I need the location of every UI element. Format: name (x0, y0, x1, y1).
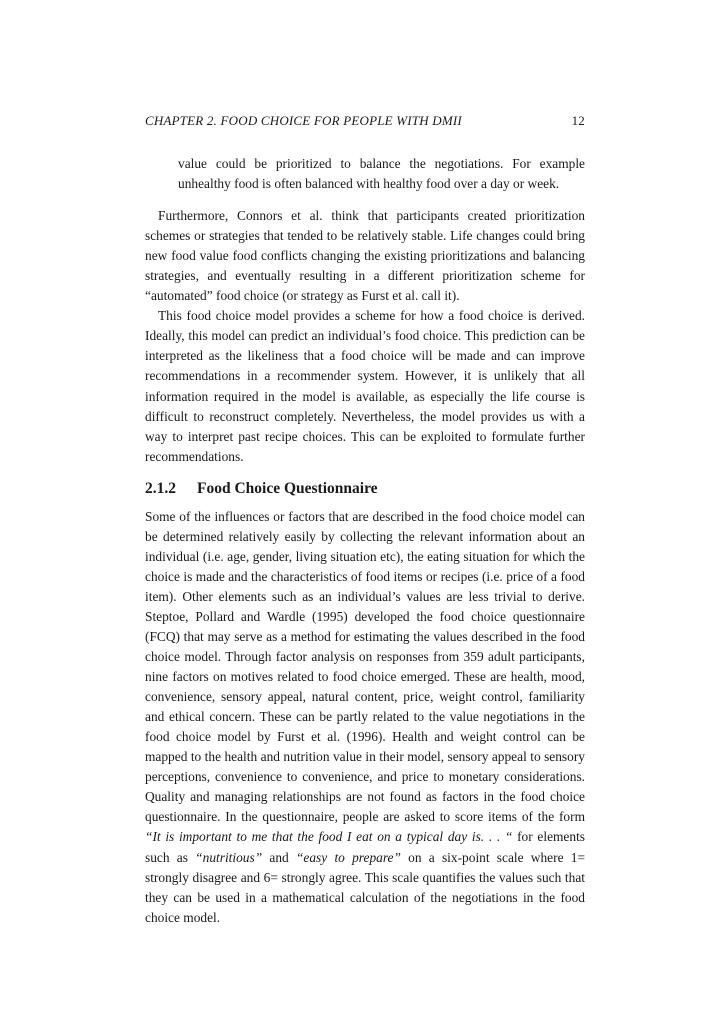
fcq-quote-item: “It is important to me that the food I eat on a typical day is. . . “ (145, 829, 513, 845)
fcq-text-3: and (262, 849, 296, 865)
section-heading (145, 478, 585, 500)
fcq-quote-nutritious: “nutritious” (195, 849, 263, 865)
body-text (145, 154, 585, 928)
section-number: 2.1.2 (145, 479, 176, 497)
running-header (145, 113, 585, 131)
paragraph-model-scheme: This food choice model provides a scheme for how a food choice is derived. Ideally, this model can predict an individual’s food choice. This prediction can be interpreted as the likeliness that a food choice will be made and can improve recommendations in a recommender system. However, it is unlikely that all information required in the model is available, as especially the life course is difficult to reconstruct completely. Nevertheless, the model provides us with a way to interpret past recipe choices. This can be exploited to formulate further recommendations. (145, 308, 585, 464)
section-title: Food Choice Questionnaire (197, 479, 378, 497)
paragraph-prioritization: Furthermore, Connors et al. think that participants created prioritization schemes or strategies that tended to be relatively stable. Life changes could bring new food value food conflicts changing the existing prioritizations and balancing strategies, and eventually resulting in a different prioritization scheme for “automated” food choice (or strategy as Furst et al. call it). (145, 208, 585, 304)
chapter-title: CHAPTER 2. FOOD CHOICE FOR PEOPLE WITH DMII (145, 113, 462, 128)
paragraph-fcq (145, 507, 585, 928)
fcq-quote-easy: “easy to prepare” (295, 849, 401, 865)
fcq-text-4: on a six-point scale where 1= strongly disagree and 6= strongly agree. This scale quantifies the values such that they can be used in a mathematical calculation of the negotiations in the food choice model. (145, 849, 585, 925)
fcq-text-2: for elements such as (145, 829, 585, 865)
page-number: 12 (571, 113, 585, 128)
fcq-text-1: Some of the influences or factors that are described in the food choice model can be determined relatively easily by collecting the relevant information about an individual (i.e. age, gender, living situation etc), the eating situation for which the choice is made and the characteristics of food items or recipes (i.e. price of a food item). Other elements such as an individual’s values are less trivial to derive. Steptoe, Pollard and Wardle (1995) developed the food choice questionnaire (FCQ) that may serve as a method for estimating the values described in the food choice model. Through factor analysis on responses from 359 adult participants, nine factors on motives related to food choice emerged. These are health, mood, convenience, sensory appeal, natural content, price, weight control, familiarity and ethical concern. These can be partly related to the value negotiations in the food choice model by Furst et al. (1996). Health and weight control can be mapped to the health and nutrition value in their model, sensory appeal to sensory perceptions, convenience to convenience, and price to monetary considerations. Quality and managing relationships are not found as factors in the food choice questionnaire. In the questionnaire, people are asked to score items of the form (145, 508, 585, 825)
continuation-paragraph: value could be prioritized to balance the negotiations. For example unhealthy food is often balanced with healthy food over a day or week. (178, 156, 585, 192)
